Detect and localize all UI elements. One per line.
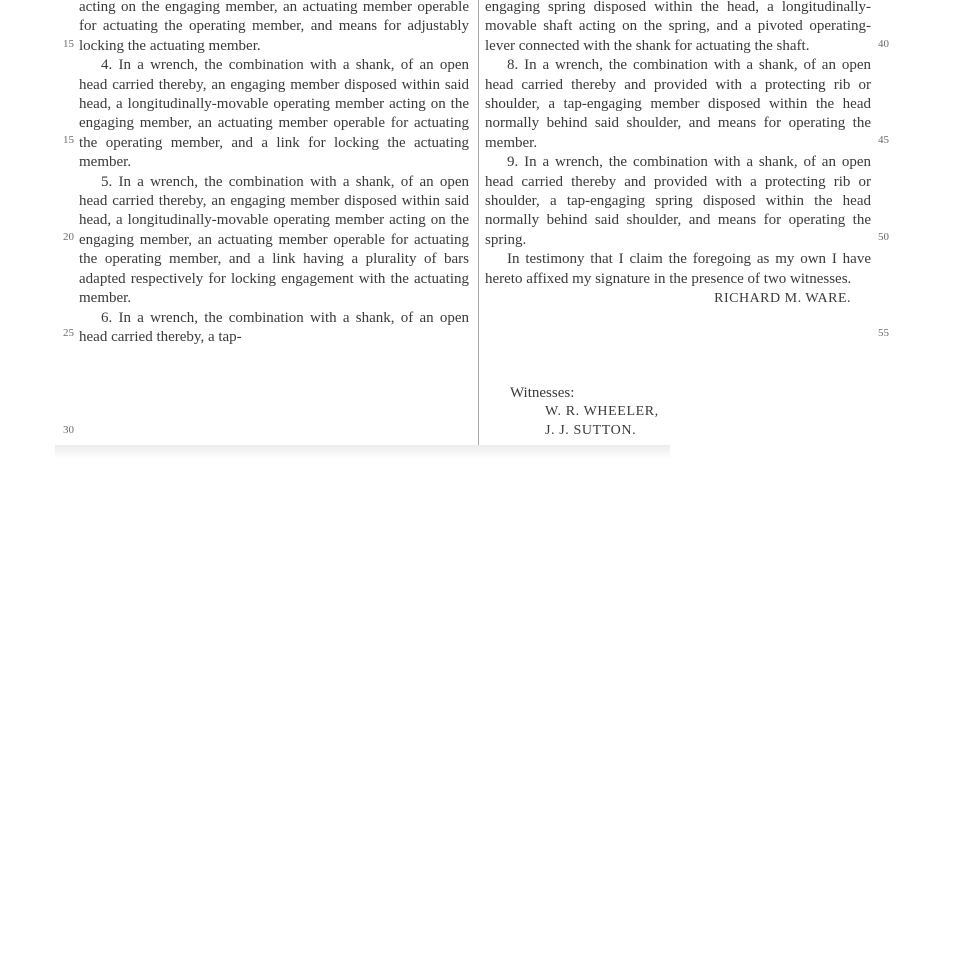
right-column <box>485 0 871 309</box>
line-number: 50 <box>878 231 889 243</box>
line-number: 20 <box>63 231 74 243</box>
line-number: 15 <box>63 134 74 146</box>
witness-name: J. J. SUTTON. <box>545 423 637 438</box>
claim-5: 5. In a wrench, the combination with a shank, of an open head carried thereby, an engaging member disposed within said head, a longitudinally-movable operating member acting on the engaging member, an actuating member operable for actuating the operating member, and a link having a plurality of bars adapted respectively for locking engagement with the actuating member. <box>79 173 469 307</box>
claim-4: 4. In a wrench, the combination with a shank, of an open head carried thereby, an engaging member disposed within said head, a longitudinally-movable operating member acting on the engaging member, an actuating member operable for actuating the operating member, and a link for locking the actuating member. <box>79 57 469 171</box>
column-divider <box>478 0 479 445</box>
claim-continuation-right: engaging spring disposed within the head, a longitudinally-movable shaft acting on the spring, and a pivoted operating-lever connected with the shank for actuating the shaft. <box>485 0 871 54</box>
line-number: 45 <box>878 134 889 146</box>
witnesses-label: Witnesses: <box>510 385 575 401</box>
claim-9: 9. In a wrench, the combination with a shank, of an open head carried thereby and provided with a protecting rib or shoulder, a tap-engaging spring disposed within the head normally behind said shoulder, and means for operating the spring. <box>485 154 871 248</box>
line-number: 25 <box>63 327 74 339</box>
claim-continuation-left: acting on the engaging member, an actuating member operable for actuating the operating member, and means for adjustably locking the actuating member. <box>79 0 469 54</box>
line-number: 30 <box>63 424 74 436</box>
line-number: 40 <box>878 38 889 50</box>
line-number: 55 <box>878 327 889 339</box>
left-column <box>79 0 469 347</box>
witness-name: W. R. WHEELER, <box>545 404 659 419</box>
inventor-signature: RICHARD M. WARE. <box>714 291 851 307</box>
testimony-clause: In testimony that I claim the foregoing as my own I have hereto affixed my signature in the presence of two witnesses. <box>485 251 871 287</box>
claim-8: 8. In a wrench, the combination with a shank, of an open head carried thereby and provided with a protecting rib or shoulder, a tap-engaging member disposed within the head normally behind said shoulder, and means for operating the member. <box>485 57 871 151</box>
scan-edge-shadow <box>55 445 670 459</box>
line-number: 15 <box>63 38 74 50</box>
claim-6: 6. In a wrench, the combination with a shank, of an open head carried thereby, a tap- <box>79 309 469 345</box>
